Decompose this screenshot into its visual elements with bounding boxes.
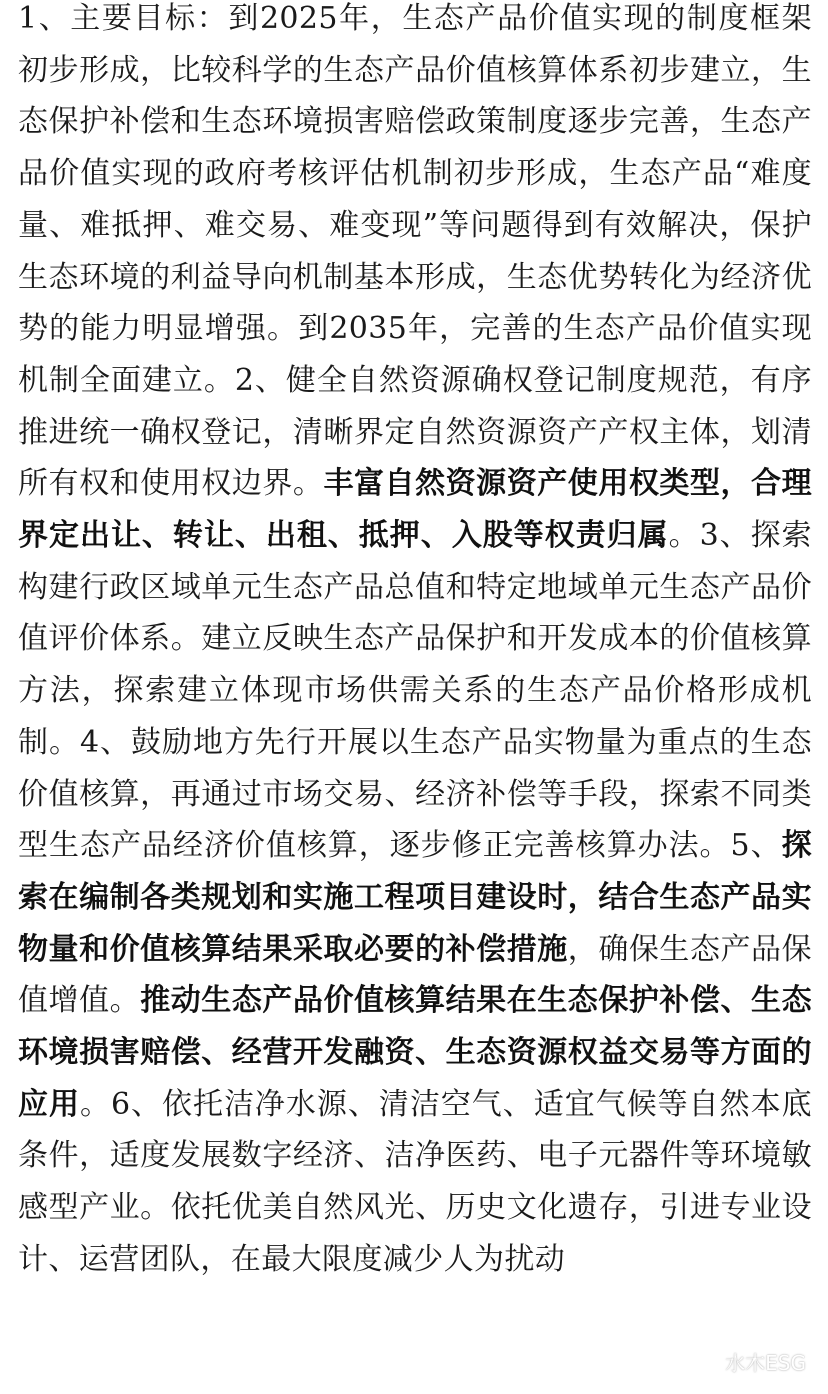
bold-text-segment: 探索在编制各类规划和实施工程项目建设时，结合生态产品实物量和价值核算结果采取必要的补偿措施	[18, 828, 812, 967]
bold-text-segment: 推动生态产品价值核算结果在生态保护补偿、生态环境损害赔偿、经营开发融资、生态资源权益交易等方面的应用	[18, 983, 812, 1122]
watermark-text: 水木ESG	[725, 1351, 806, 1375]
text-segment: 1、主要目标：到2025年，生态产品价值实现的制度框架初步形成，比较科学的生态产品价值核算体系初步建立，生态保护补偿和生态环境损害赔偿政策制度逐步完善，生态产品价值实现的政府考核评估机制初步形成，生态产品“难度量、难抵押、难交易、难变现”等问题得到有效解决，保护生态环境的利益导向机制基本形成，生态优势转化为经济优势的能力明显增强。到2035年，完善的生态产品价值实现机制全面建立。2、健全自然资源确权登记制度规范，有序推进统一确权登记，清晰界定自然资源资产产权主体，划清所有权和使用权边界。	[18, 1, 812, 502]
text-segment: 。6、依托洁净水源、清洁空气、适宜气候等自然本底条件，适度发展数字经济、洁净医药、电子元器件等环境敏感型产业。依托优美自然风光、历史文化遗存，引进专业设计、运营团队，在最大限度减少人为扰动	[18, 1086, 812, 1277]
text-segment: 。3、探索构建行政区域单元生态产品总值和特定地域单元生态产品价值评价体系。建立反映生态产品保护和开发成本的价值核算方法，探索建立体现市场供需关系的生态产品价格形成机制。4、鼓励地方先行开展以生态产品实物量为重点的生态价值核算，再通过市场交易、经济补偿等手段，探索不同类型生态产品经济价值核算，逐步修正完善核算办法。5、	[18, 518, 813, 864]
watermark	[693, 1347, 806, 1376]
wechat-icon	[693, 1351, 719, 1373]
text-segment: ，确保生态产品保值增值。	[18, 931, 813, 1019]
article-paragraph	[18, 0, 812, 1286]
bold-text-segment: 丰富自然资源资产使用权类型，合理界定出让、转让、出租、抵押、入股等权责归属	[18, 466, 812, 554]
